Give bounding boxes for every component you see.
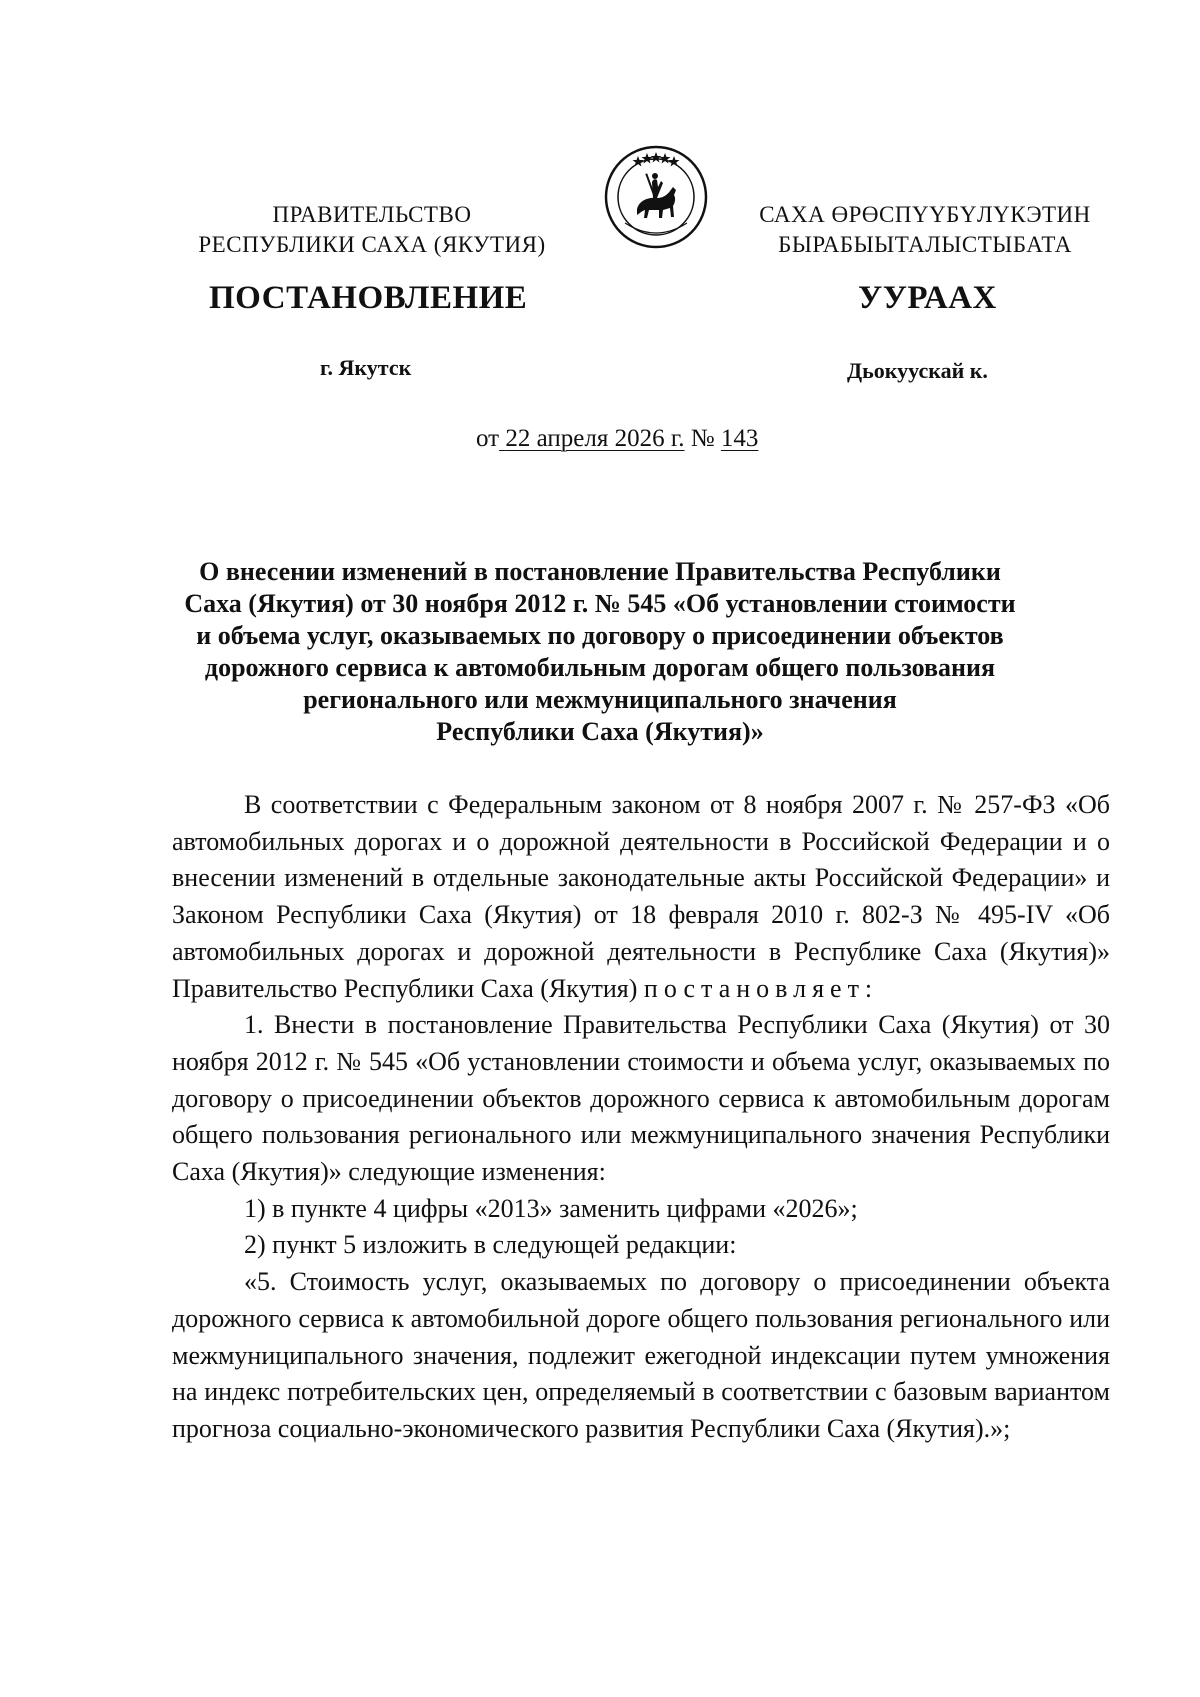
- title-line: регионального или межмуниципального значения: [303, 685, 897, 714]
- title-line: О внесении изменений в постановление Правительства Республики: [199, 557, 1001, 586]
- number-prefix: №: [690, 425, 715, 452]
- title-line: Республики Саха (Якутия)»: [436, 717, 764, 746]
- title-line: и объема услуг, оказываемых по договору о присоединении объектов: [196, 621, 1004, 650]
- document-number: 143: [720, 425, 759, 452]
- coat-of-arms-emblem: [603, 143, 709, 251]
- doc-type-sah: УУРААХ: [858, 280, 997, 316]
- coat-of-arms-icon: [603, 143, 709, 251]
- decree-word: постановляет:: [643, 973, 879, 1003]
- date-prefix: от: [476, 425, 500, 452]
- issuer-sah-line-1: САХА ӨРӨСПҮҮБҮЛҮКЭТИН: [759, 202, 1091, 227]
- preamble-paragraph: [172, 787, 1110, 1007]
- title-line: дорожного сервиса к автомобильным дорогам общего пользования: [204, 653, 996, 682]
- quoted-paragraph: «5. Стоимость услуг, оказываемых по договору о присоединении объекта дорожного сервиса к автомобильной дороге общего пользования регионального или межмуниципального значения, подлежит ежегодной индексации путем умножения на индекс потребительских цен, определяемый в соответствии с базовым вариантом прогноза социально-экономического развития Республики Саха (Якутия).»;: [172, 1267, 1110, 1443]
- city-sah: Дьокуускай к.: [847, 358, 988, 383]
- document-body: [172, 787, 1110, 1448]
- issuer-ru-line-2: РЕСПУБЛИКИ САХА (ЯКУТИЯ): [198, 232, 546, 257]
- issuer-sah-line-2: БЫРАБЫЫТАЛЫСТЫБАТА: [778, 232, 1072, 257]
- title-line: Саха (Якутия) от 30 ноября 2012 г. № 545 «Об установлении стоимости: [184, 589, 1016, 618]
- document-date: 22 апреля 2026 г.: [505, 425, 685, 452]
- subitem-2-paragraph: 2) пункт 5 изложить в следующей редакции:: [244, 1230, 737, 1260]
- item-1-paragraph: 1. Внести в постановление Правительства Республики Саха (Якутия) от 30 ноября 2012 г. № 545 «Об установлении стоимости и объема услуг, оказываемых по договору о присоединении объектов дорожного сервиса к автомобильным дорогам общего пользования регионального или межмуниципального значения Республики Саха (Якутия)» следующие изменения:: [172, 1010, 1110, 1187]
- date-line: [476, 425, 758, 453]
- document-title: [150, 556, 1050, 748]
- issuer-sah: [735, 200, 1115, 260]
- issuer-ru: [172, 200, 572, 260]
- subitem-1-paragraph: 1) в пункте 4 цифры «2013» заменить цифрами «2026»;: [244, 1193, 858, 1223]
- preamble-text: В соответствии с Федеральным законом от 8 ноября 2007 г. № 257-ФЗ «Об автомобильных дорогах и о дорожной деятельности в Российской Федерации и о внесении изменений в отдельные законодательные акты Российской Федерации» и Законом Республики Саха (Якутия) от 18 февраля 2010 г. 802-З № 495-IV «Об автомобильных дорогах и дорожной деятельности в Республике Саха (Якутия)» Правительство Республики Саха (Якутия): [172, 790, 1110, 1003]
- doc-type-ru: ПОСТАНОВЛЕНИЕ: [209, 280, 528, 316]
- issuer-ru-line-1: ПРАВИТЕЛЬСТВО: [272, 202, 472, 227]
- city-ru: г. Якутск: [320, 355, 412, 380]
